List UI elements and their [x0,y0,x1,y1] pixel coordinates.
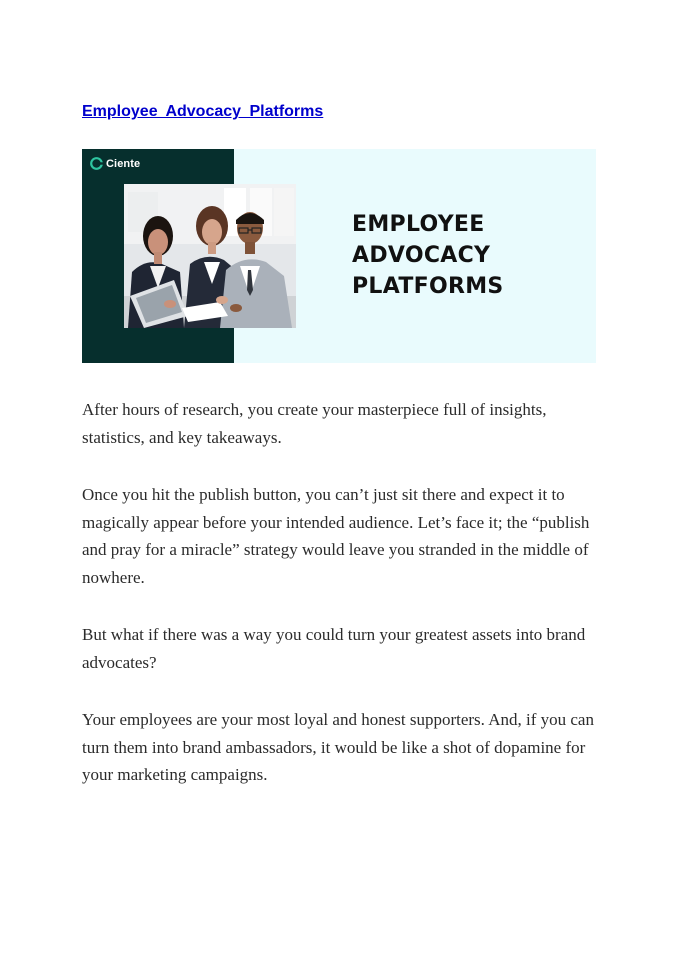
paragraph: Your employees are your most loyal and honest supporters. And, if you can turn them into brand ambassadors, it would be like a shot of dopamine for your marketing campaigns. [82,710,594,784]
title-link[interactable]: Employee Advocacy Platforms [82,103,324,120]
brand-logo [90,157,140,170]
banner-heading-line: EMPLOYEE [352,212,485,237]
paragraph: Once you hit the publish button, you can’t just sit there and expect it to magically appear before your intended audience. Let’s face it; the “publish and pray for a miracle” strategy would leave you stranded in the middle of nowhere. [82,485,590,587]
banner-heading [352,209,504,302]
ciente-logo-icon [90,157,103,170]
office-team-photo [124,184,296,328]
banner-heading-line: ADVOCACY [352,243,491,268]
paragraph: But what if there was a way you could turn your greatest assets into brand advocates? [82,625,586,672]
brand-name: Ciente [106,157,141,170]
article-body [82,396,602,819]
banner-heading-line: PLATFORMS [352,274,504,299]
banner-image [82,149,596,363]
paragraph: After hours of research, you create your masterpiece full of insights, statistics, and key takeaways. [82,400,547,447]
